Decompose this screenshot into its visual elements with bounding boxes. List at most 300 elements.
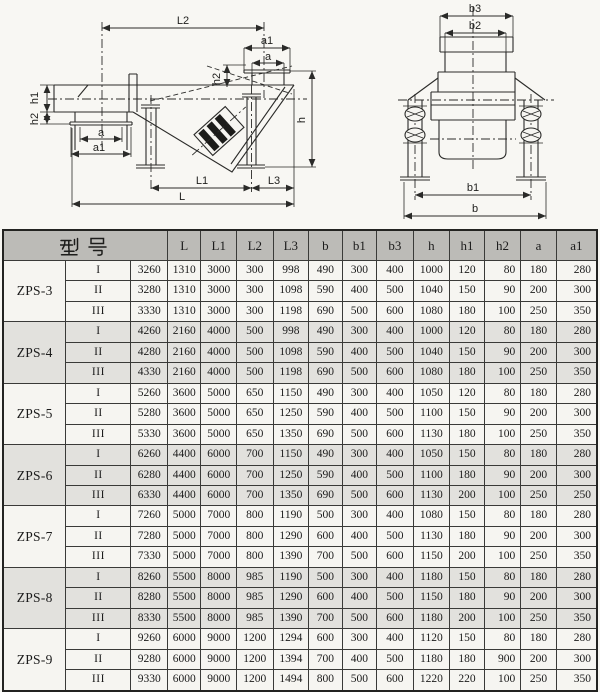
value-cell: 300: [556, 342, 597, 362]
grade-cell: II: [66, 465, 131, 485]
value-cell: 900: [484, 649, 521, 669]
value-cell: 220: [450, 670, 485, 691]
model-header-text: [110, 236, 111, 237]
value-cell: 1150: [413, 588, 450, 608]
value-cell: 5280: [131, 404, 168, 424]
value-cell: 200: [521, 649, 557, 669]
value-cell: 350: [556, 608, 597, 628]
value-cell: 3600: [167, 383, 201, 403]
model-cell: ZPS-3: [3, 261, 66, 322]
value-cell: 1098: [273, 281, 309, 301]
value-cell: 700: [309, 649, 343, 669]
value-cell: 8260: [131, 567, 168, 587]
value-cell: 4400: [167, 465, 201, 485]
table-row: [3, 301, 597, 321]
grade-cell: I: [66, 383, 131, 403]
value-cell: 500: [377, 465, 414, 485]
value-cell: 90: [484, 281, 521, 301]
value-cell: 600: [377, 547, 414, 567]
dim-label-b3: b3: [468, 3, 482, 15]
technical-drawings: [0, 0, 600, 229]
value-cell: 1250: [273, 465, 309, 485]
value-cell: 180: [450, 649, 485, 669]
table-row: [3, 445, 597, 465]
value-cell: 9000: [201, 649, 237, 669]
value-cell: 4260: [131, 322, 168, 342]
value-cell: 800: [237, 547, 274, 567]
value-cell: 998: [273, 261, 309, 281]
model-cell: ZPS-9: [3, 629, 66, 691]
value-cell: 590: [309, 404, 343, 424]
value-cell: 1150: [273, 445, 309, 465]
value-cell: 350: [556, 547, 597, 567]
value-cell: 200: [521, 588, 557, 608]
value-cell: 1000: [413, 322, 450, 342]
dim-label-h: h: [296, 116, 308, 124]
value-cell: 500: [342, 363, 377, 383]
value-cell: 300: [342, 322, 377, 342]
value-cell: 400: [342, 465, 377, 485]
value-cell: 490: [309, 261, 343, 281]
value-cell: 180: [450, 424, 485, 444]
value-cell: 1150: [273, 383, 309, 403]
value-cell: 3330: [131, 301, 168, 321]
value-cell: 500: [377, 342, 414, 362]
value-cell: 700: [309, 547, 343, 567]
value-cell: 690: [309, 424, 343, 444]
table-row: [3, 281, 597, 301]
value-cell: 7000: [201, 526, 237, 546]
value-cell: 6000: [201, 485, 237, 505]
col-header-h2: h2: [484, 230, 521, 261]
value-cell: 300: [556, 281, 597, 301]
value-cell: 300: [342, 567, 377, 587]
value-cell: 150: [450, 342, 485, 362]
value-cell: 400: [342, 526, 377, 546]
value-cell: 1190: [273, 506, 309, 526]
value-cell: 7260: [131, 506, 168, 526]
value-cell: 590: [309, 281, 343, 301]
value-cell: 180: [450, 526, 485, 546]
table-row: [3, 465, 597, 485]
value-cell: 180: [521, 567, 557, 587]
value-cell: 90: [484, 404, 521, 424]
value-cell: 90: [484, 465, 521, 485]
value-cell: 690: [309, 363, 343, 383]
value-cell: 300: [237, 261, 274, 281]
value-cell: 100: [484, 485, 521, 505]
value-cell: 400: [342, 649, 377, 669]
value-cell: 80: [484, 445, 521, 465]
value-cell: 250: [521, 363, 557, 383]
value-cell: 180: [521, 506, 557, 526]
value-cell: 100: [484, 608, 521, 628]
value-cell: 985: [237, 588, 274, 608]
value-cell: 100: [484, 301, 521, 321]
grade-cell: III: [66, 485, 131, 505]
top-stub: [129, 74, 137, 112]
value-cell: 5260: [131, 383, 168, 403]
value-cell: 8000: [201, 608, 237, 628]
value-cell: 1350: [273, 485, 309, 505]
dim-label-a-top: a: [264, 51, 272, 63]
value-cell: 500: [377, 588, 414, 608]
value-cell: 1120: [413, 629, 450, 649]
value-cell: 600: [377, 608, 414, 628]
value-cell: 600: [377, 301, 414, 321]
value-cell: 1198: [273, 301, 309, 321]
value-cell: 1220: [413, 670, 450, 691]
dim-label-b: b: [471, 203, 479, 215]
value-cell: 100: [484, 670, 521, 691]
value-cell: 150: [450, 506, 485, 526]
value-cell: 180: [450, 301, 485, 321]
value-cell: 250: [521, 485, 557, 505]
value-cell: 500: [342, 301, 377, 321]
value-cell: 6260: [131, 445, 168, 465]
value-cell: 1310: [167, 261, 201, 281]
dim-label-L1: L1: [195, 175, 209, 187]
value-cell: 300: [556, 526, 597, 546]
value-cell: 90: [484, 588, 521, 608]
dim-label-b1: b1: [466, 182, 480, 194]
value-cell: 3260: [131, 261, 168, 281]
value-cell: 650: [237, 383, 274, 403]
value-cell: 998: [273, 322, 309, 342]
value-cell: 6000: [167, 629, 201, 649]
value-cell: 180: [521, 629, 557, 649]
value-cell: 1180: [413, 567, 450, 587]
value-cell: 80: [484, 567, 521, 587]
value-cell: 400: [377, 445, 414, 465]
model-cell: ZPS-6: [3, 445, 66, 506]
value-cell: 1080: [413, 301, 450, 321]
value-cell: 90: [484, 526, 521, 546]
value-cell: 1180: [413, 608, 450, 628]
table-row: [3, 363, 597, 383]
dim-label-a-inlet: a: [97, 127, 105, 139]
value-cell: 280: [556, 445, 597, 465]
value-cell: 2160: [167, 342, 201, 362]
col-header-b3: b3: [377, 230, 414, 261]
value-cell: 1200: [237, 629, 274, 649]
value-cell: 1080: [413, 363, 450, 383]
value-cell: 1310: [167, 301, 201, 321]
table-row: [3, 567, 597, 587]
value-cell: 80: [484, 261, 521, 281]
model-header-glyphs: [60, 236, 110, 256]
grade-cell: I: [66, 506, 131, 526]
value-cell: 1494: [273, 670, 309, 691]
value-cell: 400: [342, 404, 377, 424]
value-cell: 3000: [201, 261, 237, 281]
value-cell: 500: [342, 608, 377, 628]
grade-cell: I: [66, 567, 131, 587]
value-cell: 500: [377, 281, 414, 301]
value-cell: 7280: [131, 526, 168, 546]
value-cell: 600: [309, 588, 343, 608]
value-cell: 600: [377, 363, 414, 383]
trough-bottom: [439, 120, 506, 159]
grade-cell: III: [66, 301, 131, 321]
value-cell: 700: [237, 465, 274, 485]
value-cell: 400: [377, 383, 414, 403]
value-cell: 80: [484, 383, 521, 403]
value-cell: 150: [450, 629, 485, 649]
value-cell: 280: [556, 383, 597, 403]
grade-cell: III: [66, 670, 131, 691]
value-cell: 3280: [131, 281, 168, 301]
value-cell: 400: [342, 342, 377, 362]
table-row: [3, 424, 597, 444]
value-cell: 180: [521, 383, 557, 403]
dim-label-L: L: [178, 191, 186, 203]
value-cell: 700: [309, 608, 343, 628]
value-cell: 200: [450, 547, 485, 567]
value-cell: 4000: [201, 322, 237, 342]
model-header-cell: [3, 230, 167, 261]
value-cell: 5500: [167, 608, 201, 628]
grade-cell: II: [66, 342, 131, 362]
col-header-L2: L2: [237, 230, 274, 261]
value-cell: 2160: [167, 363, 201, 383]
col-header-a1: a1: [556, 230, 597, 261]
value-cell: 8000: [201, 588, 237, 608]
value-cell: 5500: [167, 567, 201, 587]
value-cell: 200: [521, 526, 557, 546]
value-cell: 400: [377, 629, 414, 649]
value-cell: 5000: [167, 506, 201, 526]
value-cell: 1310: [167, 281, 201, 301]
value-cell: 1080: [413, 506, 450, 526]
col-header-L1: L1: [201, 230, 237, 261]
value-cell: 600: [309, 629, 343, 649]
value-cell: 300: [237, 281, 274, 301]
grade-cell: II: [66, 649, 131, 669]
value-cell: 100: [484, 424, 521, 444]
value-cell: 300: [556, 588, 597, 608]
table-row: [3, 670, 597, 691]
value-cell: 600: [377, 485, 414, 505]
value-cell: 80: [484, 629, 521, 649]
value-cell: 650: [237, 424, 274, 444]
value-cell: 4000: [201, 363, 237, 383]
table-row: [3, 547, 597, 567]
dim-label-h2-left: h2: [29, 112, 41, 126]
value-cell: 280: [556, 567, 597, 587]
value-cell: 300: [237, 301, 274, 321]
value-cell: 5000: [167, 547, 201, 567]
value-cell: 9000: [201, 670, 237, 691]
value-cell: 280: [556, 629, 597, 649]
value-cell: 4280: [131, 342, 168, 362]
spec-table: [2, 229, 598, 692]
value-cell: 500: [237, 363, 274, 383]
value-cell: 300: [342, 261, 377, 281]
model-cell: ZPS-4: [3, 322, 66, 383]
value-cell: 250: [521, 608, 557, 628]
value-cell: 6280: [131, 465, 168, 485]
side-view-drawing: [2, 2, 354, 226]
value-cell: 9000: [201, 629, 237, 649]
value-cell: 180: [450, 465, 485, 485]
value-cell: 5000: [201, 383, 237, 403]
value-cell: 500: [342, 424, 377, 444]
value-cell: 500: [237, 322, 274, 342]
value-cell: 180: [521, 445, 557, 465]
value-cell: 300: [342, 629, 377, 649]
col-header-h1: h1: [450, 230, 485, 261]
value-cell: 690: [309, 301, 343, 321]
value-cell: 1130: [413, 485, 450, 505]
value-cell: 400: [342, 588, 377, 608]
value-cell: 250: [521, 301, 557, 321]
grade-cell: I: [66, 445, 131, 465]
value-cell: 8000: [201, 567, 237, 587]
value-cell: 600: [377, 424, 414, 444]
col-header-L3: L3: [273, 230, 309, 261]
value-cell: 490: [309, 383, 343, 403]
value-cell: 280: [556, 261, 597, 281]
value-cell: 700: [237, 485, 274, 505]
value-cell: 500: [377, 649, 414, 669]
value-cell: 150: [450, 445, 485, 465]
value-cell: 500: [309, 506, 343, 526]
value-cell: 80: [484, 506, 521, 526]
col-header-b: b: [309, 230, 343, 261]
value-cell: 5000: [201, 424, 237, 444]
grade-cell: I: [66, 629, 131, 649]
value-cell: 400: [377, 567, 414, 587]
value-cell: 200: [450, 485, 485, 505]
value-cell: 1200: [237, 670, 274, 691]
value-cell: 300: [342, 445, 377, 465]
value-cell: 180: [450, 588, 485, 608]
value-cell: 800: [237, 506, 274, 526]
value-cell: 1190: [273, 567, 309, 587]
value-cell: 200: [521, 342, 557, 362]
value-cell: 1200: [237, 649, 274, 669]
value-cell: 8280: [131, 588, 168, 608]
value-cell: 180: [450, 363, 485, 383]
end-view-drawing: [358, 2, 598, 226]
value-cell: 4000: [201, 342, 237, 362]
value-cell: 7000: [201, 547, 237, 567]
value-cell: 2160: [167, 322, 201, 342]
value-cell: 4330: [131, 363, 168, 383]
value-cell: 6000: [201, 445, 237, 465]
grade-cell: III: [66, 608, 131, 628]
value-cell: 200: [521, 281, 557, 301]
value-cell: 1150: [413, 547, 450, 567]
value-cell: 200: [450, 608, 485, 628]
model-cell: ZPS-5: [3, 383, 66, 444]
value-cell: 250: [556, 485, 597, 505]
value-cell: 250: [521, 670, 557, 691]
value-cell: 300: [342, 506, 377, 526]
value-cell: 800: [309, 670, 343, 691]
value-cell: 500: [342, 670, 377, 691]
value-cell: 1290: [273, 526, 309, 546]
value-cell: 1100: [413, 404, 450, 424]
grade-cell: III: [66, 363, 131, 383]
value-cell: 6000: [167, 670, 201, 691]
grade-cell: III: [66, 547, 131, 567]
grade-cell: III: [66, 424, 131, 444]
value-cell: 3000: [201, 301, 237, 321]
col-header-b1: b1: [342, 230, 377, 261]
value-cell: 6000: [167, 649, 201, 669]
value-cell: 1050: [413, 445, 450, 465]
value-cell: 1040: [413, 342, 450, 362]
table-row: [3, 404, 597, 424]
value-cell: 985: [237, 567, 274, 587]
dim-label-L2: L2: [176, 15, 190, 27]
value-cell: 6330: [131, 485, 168, 505]
value-cell: 9260: [131, 629, 168, 649]
value-cell: 1390: [273, 608, 309, 628]
value-cell: 1098: [273, 342, 309, 362]
table-row: [3, 588, 597, 608]
value-cell: 280: [556, 506, 597, 526]
model-cell: ZPS-8: [3, 567, 66, 628]
table-row: [3, 485, 597, 505]
value-cell: 180: [521, 322, 557, 342]
col-header-L: L: [167, 230, 201, 261]
table-row: [3, 608, 597, 628]
value-cell: 8330: [131, 608, 168, 628]
table-row: [3, 261, 597, 281]
value-cell: 180: [521, 261, 557, 281]
value-cell: 5000: [167, 526, 201, 546]
value-cell: 500: [309, 567, 343, 587]
value-cell: 1290: [273, 588, 309, 608]
dim-label-h1: h1: [29, 91, 41, 105]
value-cell: 1130: [413, 526, 450, 546]
value-cell: 490: [309, 322, 343, 342]
value-cell: 1000: [413, 261, 450, 281]
value-cell: 1100: [413, 465, 450, 485]
value-cell: 280: [556, 322, 597, 342]
value-cell: 350: [556, 670, 597, 691]
table-row: [3, 526, 597, 546]
value-cell: 4400: [167, 445, 201, 465]
value-cell: 7330: [131, 547, 168, 567]
value-cell: 650: [237, 404, 274, 424]
grade-cell: II: [66, 404, 131, 424]
value-cell: 300: [556, 404, 597, 424]
table-row: [3, 629, 597, 649]
value-cell: 590: [309, 465, 343, 485]
value-cell: 300: [556, 649, 597, 669]
value-cell: 200: [521, 465, 557, 485]
value-cell: 500: [342, 547, 377, 567]
value-cell: 3000: [201, 281, 237, 301]
value-cell: 300: [556, 465, 597, 485]
value-cell: 400: [377, 261, 414, 281]
value-cell: 500: [377, 404, 414, 424]
table-row: [3, 649, 597, 669]
value-cell: 9280: [131, 649, 168, 669]
value-cell: 985: [237, 608, 274, 628]
value-cell: 250: [521, 547, 557, 567]
value-cell: 1294: [273, 629, 309, 649]
value-cell: 250: [521, 424, 557, 444]
value-cell: 1050: [413, 383, 450, 403]
value-cell: 150: [450, 567, 485, 587]
value-cell: 1130: [413, 424, 450, 444]
value-cell: 4400: [167, 485, 201, 505]
